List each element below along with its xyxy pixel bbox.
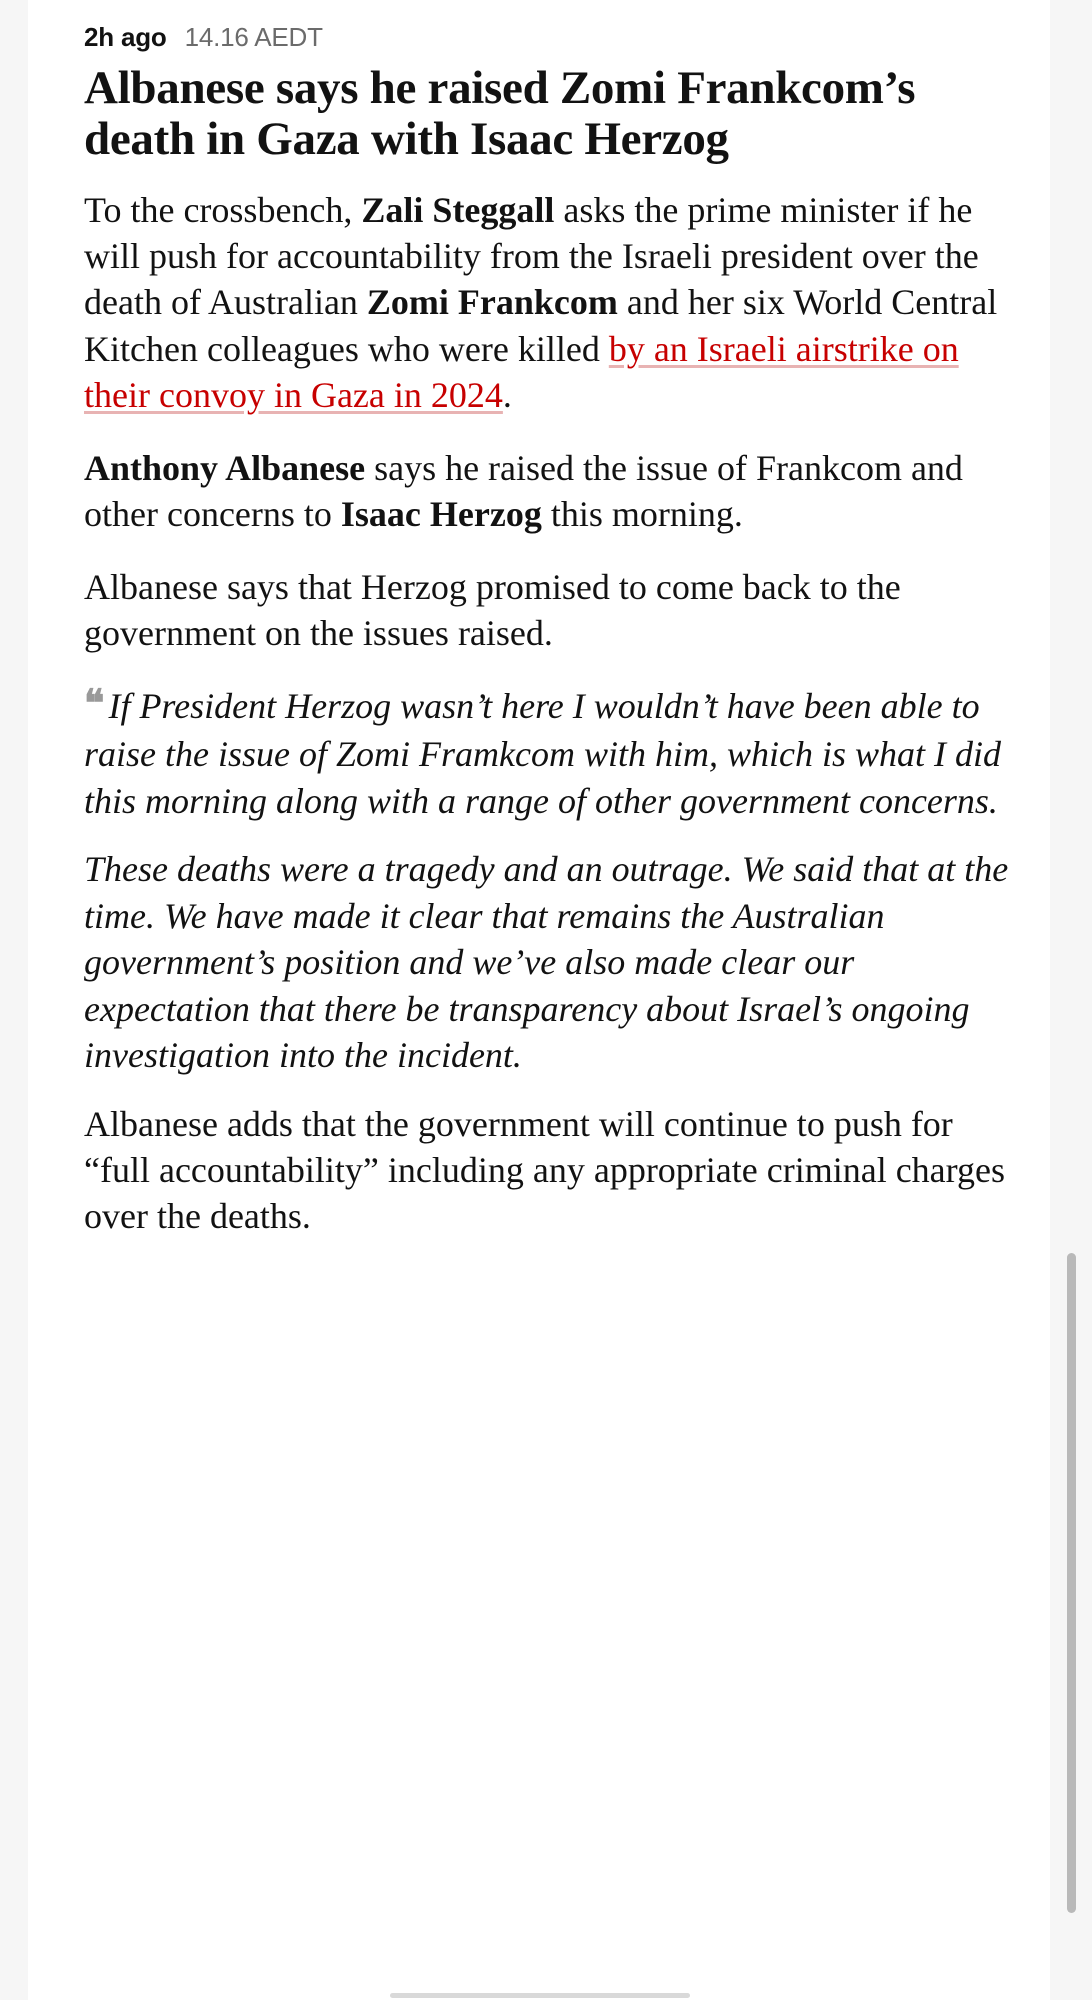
text-fragment: says he raised the issue of Frankcom and other concerns to bbox=[84, 447, 963, 535]
person-name-herzog: Isaac Herzog bbox=[340, 494, 542, 535]
entry-meta bbox=[84, 22, 1012, 53]
person-name-steggall: Zali Steggall bbox=[361, 189, 555, 230]
live-blog-entry bbox=[28, 0, 1050, 2000]
pull-quote-first bbox=[84, 682, 1012, 824]
text-fragment: this morning. bbox=[541, 494, 743, 535]
paragraph-herzog-promise: Albanese says that Herzog promised to come back to the government on the issues raised. bbox=[84, 566, 901, 653]
paragraph-full-accountability: Albanese adds that the government will continue to push for “full accountability” including any appropriate criminal charges over the deaths. bbox=[84, 1103, 1005, 1237]
text-fragment: and her six World Central Kitchen colleagues who were killed bbox=[84, 282, 998, 369]
vertical-scrollbar-track[interactable] bbox=[1074, 0, 1084, 2000]
text-fragment: asks the prime minister if he will push for accountability from the Israeli president over the death of Australian bbox=[84, 189, 979, 323]
home-indicator bbox=[390, 1993, 690, 1998]
person-name-frankcom: Zomi Frankcom bbox=[366, 282, 618, 323]
person-name-albanese: Anthony Albanese bbox=[84, 447, 366, 488]
relative-timestamp: 2h ago bbox=[84, 22, 167, 52]
pull-quote-second: These deaths were a tragedy and an outrage. We said that at the time. We have made it clear that remains the Australian government’s position and we’ve also made clear our expectation that there be transparency about Israel’s ongoing investigation into the incident. bbox=[84, 849, 1009, 1076]
page-title: Albanese says he raised Zomi Frankcom’s death in Gaza with Isaac Herzog bbox=[84, 62, 916, 165]
paragraph-crossbench-question bbox=[84, 187, 1012, 419]
text-fragment: . bbox=[502, 375, 512, 416]
vertical-scrollbar-thumb[interactable] bbox=[1067, 1253, 1076, 1913]
paragraph-albanese-raised-issue bbox=[84, 445, 1012, 538]
text-fragment: To the crossbench, bbox=[84, 189, 362, 230]
airstrike-article-link[interactable]: by an Israeli airstrike on their convoy in Gaza in 2024 bbox=[84, 328, 959, 416]
clock-timestamp: 14.16 AEDT bbox=[184, 22, 323, 52]
quote-text: If President Herzog wasn’t here I wouldn’t have been able to raise the issue of Zomi Framkcom with him, which is what I did this morning along with a range of other government concerns. bbox=[84, 686, 1001, 821]
quotation-mark-icon: ❝ bbox=[84, 683, 103, 726]
